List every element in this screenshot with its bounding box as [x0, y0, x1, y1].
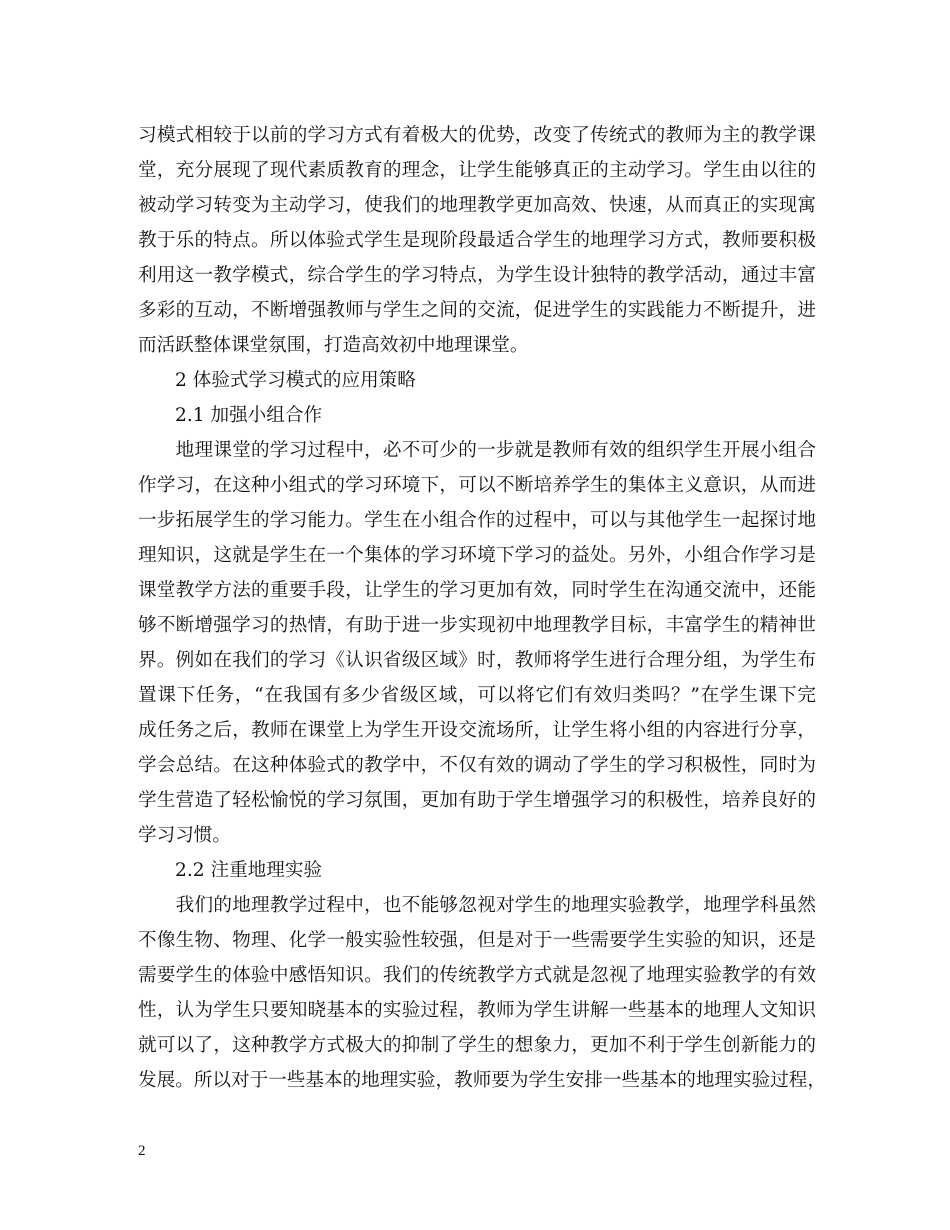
- section-heading: 2.1 加强小组合作: [175, 405, 323, 426]
- text-line: 成任务之后，教师在课堂上为学生开设交流场所，让学生将小组的内容进行分享，: [138, 720, 816, 741]
- text-line: 习模式相较于以前的学习方式有着极大的优势，改变了传统式的教师为主的教学课: [138, 125, 816, 146]
- text-line: 学习习惯。: [138, 825, 231, 846]
- text-line: 性，认为学生只要知晓基本的实验过程，教师为学生讲解一些基本的地理人文知识: [138, 1000, 816, 1021]
- text-line: 一步拓展学生的学习能力。学生在小组合作的过程中，可以与其他学生一起探讨地: [138, 510, 816, 531]
- text-line: 理知识，这就是学生在一个集体的学习环境下学习的益处。另外，小组合作学习是: [138, 545, 816, 566]
- text-line: 够不断增强学习的热情，有助于进一步实现初中地理教学目标，丰富学生的精神世: [138, 615, 816, 636]
- text-line: 置课下任务，“在我国有多少省级区域，可以将它们有效归类吗？”在学生课下完: [138, 685, 816, 706]
- text-line: 利用这一教学模式，综合学生的学习特点，为学生设计独特的教学活动，通过丰富: [138, 265, 816, 286]
- text-line: 多彩的互动，不断增强教师与学生之间的交流，促进学生的实践能力不断提升，进: [138, 300, 816, 321]
- text-line: 作学习，在这种小组式的学习环境下，可以不断培养学生的集体主义意识，从而进: [138, 475, 816, 496]
- text-line: 需要学生的体验中感悟知识。我们的传统教学方式就是忽视了地理实验教学的有效: [138, 965, 816, 986]
- text-line: 而活跃整体课堂氛围，打造高效初中地理课堂。: [138, 335, 529, 356]
- section-heading: 2 体验式学习模式的应用策略: [175, 370, 416, 391]
- text-line: 学会总结。在这种体验式的教学中，不仅有效的调动了学生的学习积极性，同时为: [138, 755, 816, 776]
- text-line: 被动学习转变为主动学习，使我们的地理教学更加高效、快速，从而真正的实现寓: [138, 195, 816, 216]
- text-line: 教于乐的特点。所以体验式学生是现阶段最适合学生的地理学习方式，教师要积极: [138, 230, 816, 251]
- page-number: 2: [138, 1143, 146, 1159]
- text-line: 堂，充分展现了现代素质教育的理念，让学生能够真正的主动学习。学生由以往的: [138, 160, 816, 181]
- document-body: [138, 118, 826, 1098]
- text-line: 地理课堂的学习过程中，必不可少的一步就是教师有效的组织学生开展小组合: [138, 440, 816, 461]
- text-line: 课堂教学方法的重要手段，让学生的学习更加有效，同时学生在沟通交流中，还能: [138, 580, 816, 601]
- text-line: 界。例如在我们的学习《认识省级区域》时，教师将学生进行合理分组，为学生布: [138, 650, 816, 671]
- text-line: 不像生物、物理、化学一般实验性较强，但是对于一些需要学生实验的知识，还是: [138, 930, 816, 951]
- text-line: 我们的地理教学过程中，也不能够忽视对学生的地理实验教学，地理学科虽然: [138, 895, 816, 916]
- section-heading: 2.2 注重地理实验: [175, 860, 323, 881]
- text-line: 就可以了，这种教学方式极大的抑制了学生的想象力，更加不利于学生创新能力的: [138, 1035, 816, 1056]
- text-line: 发展。所以对于一些基本的地理实验，教师要为学生安排一些基本的地理实验过程，: [138, 1070, 826, 1091]
- text-line: 学生营造了轻松愉悦的学习氛围，更加有助于学生增强学习的积极性，培养良好的: [138, 790, 816, 811]
